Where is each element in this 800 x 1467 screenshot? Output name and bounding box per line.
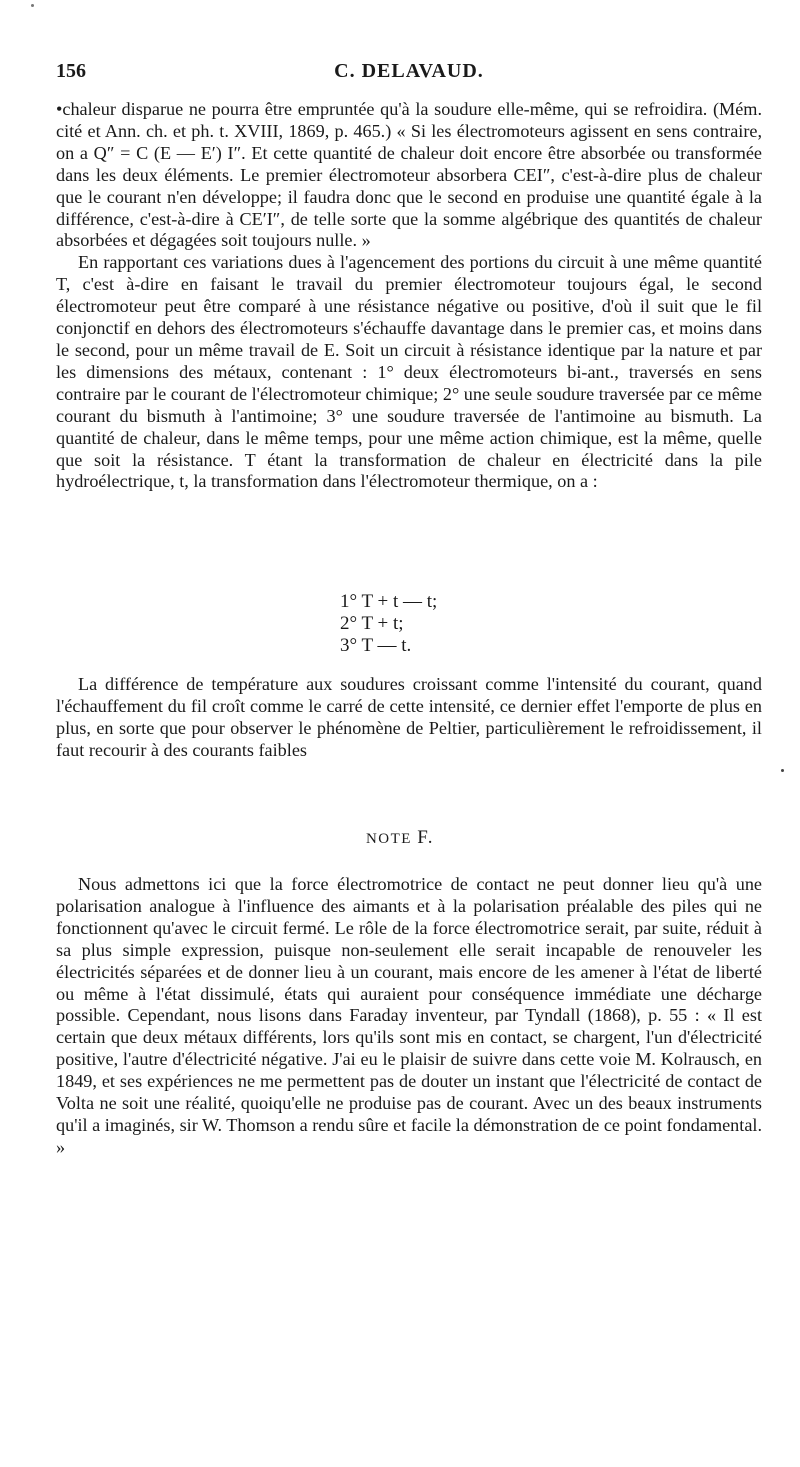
stray-ink-mark: [31, 4, 34, 7]
formula-1: 1° T + t — t;: [340, 591, 438, 612]
formula-3: 3° T — t.: [340, 635, 412, 656]
text-block-top: [56, 99, 762, 493]
paragraph-temperature: La différence de température aux soudures croissant comme l'intensité du courant, quand l'échauffement du fil croît comme le carré de cette intensité, ce dernier effet l'emporte de plus en plus, en sorte que pour observer le phénomène de Peltier, particulièrement le refroidissement, il faut recourir à des courants faibles: [56, 674, 762, 760]
note-label: NOTE: [365, 831, 412, 847]
text-block-middle: [56, 674, 762, 762]
note-paragraph: Nous admettons ici que la force électromotrice de contact ne peut donner lieu qu'à une polarisation analogue à l'influence des aimants et à la polarisation préalable des piles qui ne fonctionnent qu'avec le circuit fermé. Le rôle de la force électromotrice serait, par suite, réduit à sa plus simple expression, puisque non-seulement elle serait incapable de renouveler les électricités séparées et de donner lieu à un courant, mais encore de les amener à l'état de liberté ou même à l'état dissimulé, états qui auraient pour conséquence immédiate une décharge possible. Cependant, nous lisons dans Faraday inventeur, par Tyndall (1868), p. 55 : « Il est certain que deux métaux différents, lors qu'ils sont mis en contact, se chargent, l'un d'électricité positive, l'autre d'électricité négative. J'ai eu le plaisir de suivre dans cette voie M. Kolrausch, en 1849, et ses expériences ne me permettent pas de douter un instant que l'électricité de contact de Volta ne soit une réalité, quoiqu'elle ne produise pas de courant. Avec un des beaux instruments qu'il a imaginés, sir W. Thomson a rendu sûre et facile la démonstration de ce point fondamental. »: [56, 874, 762, 1157]
paragraph-circuit: En rapportant ces variations dues à l'agencement des portions du circuit à une même quantité T, c'est à-dire en faisant le travail du premier électromoteur toujours égal, le second électromoteur peut être comparé à une résistance négative ou positive, d'où il suit que le fil conjonctif en dehors des électromoteurs s'échauffe davantage dans le premier cas, et moins dans le second, pour un même travail de E. Soit un circuit à résistance identique par la nature et par les dimensions des métaux, contenant : 1° deux électromoteurs bi-ant., traversés en sens contraire par le courant de l'électromoteur chimique; 2° une seule soudure traversée par ce même courant du bismuth à l'antimoine; 3° une soudure traversée de l'antimoine au bismuth. La quantité de chaleur, dans le même temps, pour une même action chimique, est la même, quelle que soit la résistance. T étant la transformation de chaleur en électricité dans la pile hydroélectrique, t, la transformation dans l'électromoteur thermique, on a :: [56, 252, 762, 492]
formula-2: 2° T + t;: [340, 613, 404, 634]
page-header: [56, 60, 762, 88]
stray-dot-mark: [781, 769, 784, 772]
note-heading: [0, 827, 800, 849]
note-letter: F.: [417, 827, 435, 848]
formula-list: [340, 591, 437, 657]
paragraph-continuation: •chaleur disparue ne pourra être empruntée qu'à la soudure elle-même, qui se refroidira. (Mém. cité et Ann. ch. et ph. t. XVIII, 1869, p. 465.) « Si les électromoteurs agissent en sens contraire, on a Q″ = C (E — E′) I″. Et cette quantité de chaleur doit encore être absorbée ou transformée dans les deux éléments. Le premier électromoteur absorbera CEI″, c'est-à-dire plus de chaleur que le courant n'en développe; il faudra donc que le second en produise une quantité égale à la différence, c'est-à-dire à CE′I″, de telle sorte que la somme algébrique des quantités de chaleur absorbées et dégagées soit toujours nulle. »: [56, 99, 762, 251]
page-number: 156: [56, 60, 86, 82]
running-head: C. DELAVAUD.: [334, 60, 484, 82]
note-body: [56, 874, 762, 1159]
